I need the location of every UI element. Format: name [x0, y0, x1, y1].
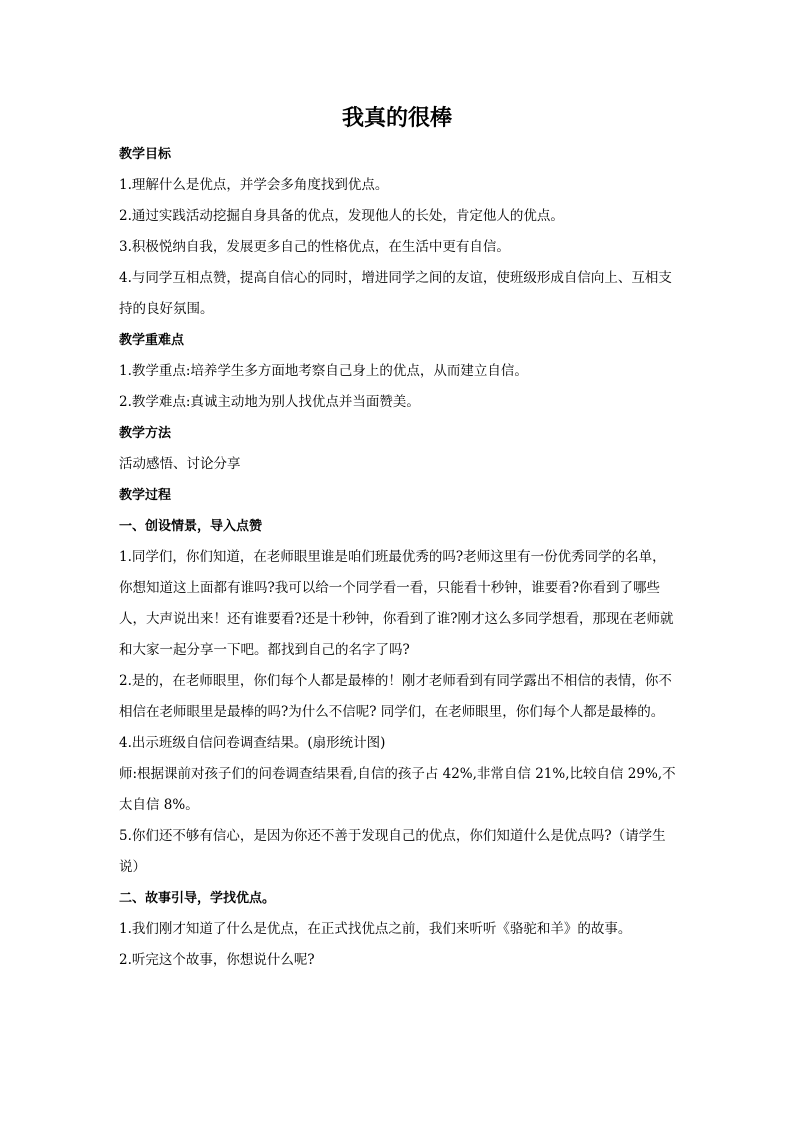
process-item: 师:根据课前对孩子们的问卷调查结果看,自信的孩子占 42%,非常自信 21%,比较自信 29%,不太自信 8%。	[119, 766, 676, 813]
goal-item: 1.理解什么是优点，并学会多角度找到优点。	[119, 177, 389, 193]
process-item: 2.听完这个故事，你想说什么呢?	[119, 952, 315, 968]
key-point-item: 2.教学难点:真诚主动地为别人找优点并当面赞美。	[119, 394, 420, 410]
document-body	[119, 139, 679, 976]
goal-item: 2.通过实践活动挖掘自身具备的优点，发现他人的长处，肯定他人的优点。	[119, 208, 564, 224]
process-item: 4.出示班级自信问卷调查结果。(扇形统计图)	[119, 735, 386, 751]
key-points-heading: 教学重难点	[119, 333, 185, 348]
process-item: 1.我们刚才知道了什么是优点，在正式找优点之前，我们来听听《骆驼和羊》的故事。	[119, 921, 632, 937]
goal-item: 4.与同学互相点赞，提高自信心的同时，增进同学之间的友谊，使班级形成自信向上、互相支持的良好氛围。	[119, 270, 672, 317]
goal-item: 3.积极悦纳自我，发展更多自己的性格优点，在生活中更有自信。	[119, 239, 510, 255]
methods-text: 活动感悟、讨论分享	[119, 456, 241, 472]
process-part1-heading: 一、创设情景，导入点赞	[119, 519, 263, 534]
process-item: 2.是的，在老师眼里，你们每个人都是最棒的！刚才老师看到有同学露出不相信的表情，你不相信在老师眼里是最棒的吗?为什么不信呢? 同学们，在老师眼里，你们每个人都是最棒的。	[119, 673, 672, 720]
goals-heading: 教学目标	[119, 147, 172, 162]
key-point-item: 1.教学重点:培养学生多方面地考察自己身上的优点，从而建立自信。	[119, 363, 528, 379]
page-title: 我真的很棒	[341, 106, 452, 131]
process-heading: 教学过程	[119, 488, 172, 503]
process-item: 1.同学们，你们知道，在老师眼里谁是咱们班最优秀的吗?老师这里有一份优秀同学的名单，你想知道这上面都有谁吗?我可以给一个同学看一看，只能看十秒钟，谁要看?你看到了哪些人，大声说出来！还有谁要看?还是十秒钟，你看到了谁?刚才这么多同学想看，那现在老师就和大家一起分享一下吧。都找到自己的名字了吗?	[119, 549, 674, 658]
process-part2-heading: 二、故事引导，学找优点。	[119, 891, 276, 906]
process-item: 5.你们还不够有信心，是因为你还不善于发现自己的优点，你们知道什么是优点吗?（请学生说）	[119, 828, 666, 875]
methods-heading: 教学方法	[119, 426, 172, 441]
